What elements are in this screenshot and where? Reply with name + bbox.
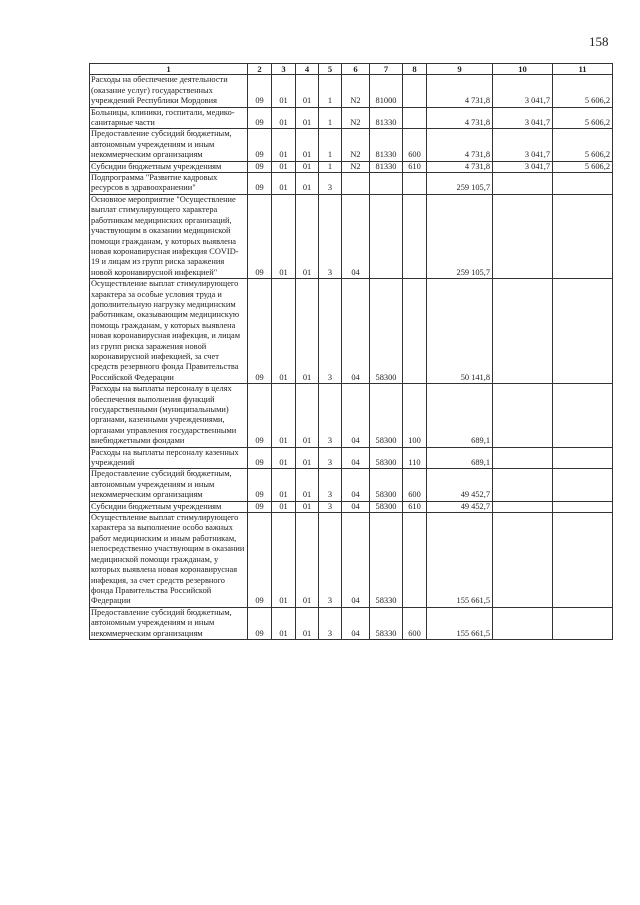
value-cell-c2: 09 bbox=[248, 501, 272, 512]
table-row bbox=[90, 279, 613, 384]
value-cell-c11 bbox=[553, 279, 613, 384]
value-cell-c4: 01 bbox=[296, 75, 319, 107]
value-cell-c9: 4 731,8 bbox=[427, 161, 493, 172]
value-cell-c5: 3 bbox=[319, 384, 342, 447]
value-cell-c8 bbox=[403, 513, 427, 608]
value-cell-c8 bbox=[403, 173, 427, 195]
table-row bbox=[90, 607, 613, 639]
value-cell-c9: 259 105,7 bbox=[427, 194, 493, 278]
table-row bbox=[90, 161, 613, 172]
value-cell-c3: 01 bbox=[272, 107, 296, 129]
value-cell-c10 bbox=[493, 513, 553, 608]
value-cell-c10 bbox=[493, 384, 553, 447]
value-cell-c4: 01 bbox=[296, 161, 319, 172]
table-row bbox=[90, 513, 613, 608]
table-row bbox=[90, 384, 613, 447]
value-cell-c4: 01 bbox=[296, 279, 319, 384]
row-name-cell: Предоставление субсидий бюджетным, автономным учреждениям и иным некоммерческим организациям bbox=[90, 469, 248, 501]
table-row bbox=[90, 75, 613, 107]
value-cell-c4: 01 bbox=[296, 173, 319, 195]
value-cell-c9: 155 661,5 bbox=[427, 607, 493, 639]
value-cell-c10 bbox=[493, 194, 553, 278]
value-cell-c3: 01 bbox=[272, 607, 296, 639]
value-cell-c4: 01 bbox=[296, 607, 319, 639]
value-cell-c3: 01 bbox=[272, 129, 296, 161]
value-cell-c2: 09 bbox=[248, 173, 272, 195]
value-cell-c6 bbox=[342, 173, 370, 195]
value-cell-c11 bbox=[553, 173, 613, 195]
value-cell-c8: 610 bbox=[403, 161, 427, 172]
value-cell-c6: N2 bbox=[342, 75, 370, 107]
value-cell-c5: 3 bbox=[319, 607, 342, 639]
value-cell-c3: 01 bbox=[272, 384, 296, 447]
value-cell-c4: 01 bbox=[296, 447, 319, 469]
value-cell-c2: 09 bbox=[248, 607, 272, 639]
value-cell-c6: N2 bbox=[342, 161, 370, 172]
value-cell-c9: 259 105,7 bbox=[427, 173, 493, 195]
value-cell-c4: 01 bbox=[296, 107, 319, 129]
value-cell-c11 bbox=[553, 447, 613, 469]
value-cell-c2: 09 bbox=[248, 75, 272, 107]
value-cell-c4: 01 bbox=[296, 513, 319, 608]
value-cell-c2: 09 bbox=[248, 279, 272, 384]
value-cell-c10: 3 041,7 bbox=[493, 161, 553, 172]
value-cell-c2: 09 bbox=[248, 447, 272, 469]
value-cell-c11 bbox=[553, 384, 613, 447]
value-cell-c5: 1 bbox=[319, 129, 342, 161]
value-cell-c7: 81330 bbox=[370, 161, 403, 172]
value-cell-c11 bbox=[553, 194, 613, 278]
table-body bbox=[90, 64, 613, 640]
value-cell-c6: 04 bbox=[342, 469, 370, 501]
value-cell-c10: 3 041,7 bbox=[493, 107, 553, 129]
value-cell-c8 bbox=[403, 75, 427, 107]
value-cell-c2: 09 bbox=[248, 513, 272, 608]
value-cell-c9: 4 731,8 bbox=[427, 107, 493, 129]
value-cell-c5: 3 bbox=[319, 513, 342, 608]
value-cell-c7: 58300 bbox=[370, 469, 403, 501]
table-row bbox=[90, 447, 613, 469]
value-cell-c6: 04 bbox=[342, 513, 370, 608]
value-cell-c5: 3 bbox=[319, 194, 342, 278]
value-cell-c6: N2 bbox=[342, 107, 370, 129]
row-name-cell: Расходы на выплаты персоналу в целях обеспечения выполнения функций государственными (муниципальными) органами, казенными учреждениями, органами управления государственными внебюджетными фондами bbox=[90, 384, 248, 447]
value-cell-c7 bbox=[370, 194, 403, 278]
value-cell-c5: 3 bbox=[319, 447, 342, 469]
page-number: 158 bbox=[589, 34, 609, 49]
value-cell-c6: 04 bbox=[342, 279, 370, 384]
row-name-cell: Осуществление выплат стимулирующего характера за особые условия труда и дополнительную нагрузку медицинским работникам, оказывающим медицинскую помощь гражданам, у которых выявлена новая коронавирусная инфекция, и лицам из групп риска заражения новой коронавирусной инфекцией, за счет средств резервного фонда Правительства Российской Федерации bbox=[90, 279, 248, 384]
column-header: 1 bbox=[90, 64, 248, 75]
row-name-cell: Предоставление субсидий бюджетным, автономным учреждениям и иным некоммерческим организациям bbox=[90, 607, 248, 639]
value-cell-c6: 04 bbox=[342, 194, 370, 278]
value-cell-c9: 49 452,7 bbox=[427, 469, 493, 501]
row-name-cell: Субсидии бюджетным учреждениям bbox=[90, 161, 248, 172]
table-row bbox=[90, 129, 613, 161]
value-cell-c8 bbox=[403, 107, 427, 129]
value-cell-c10: 3 041,7 bbox=[493, 129, 553, 161]
value-cell-c4: 01 bbox=[296, 129, 319, 161]
value-cell-c4: 01 bbox=[296, 384, 319, 447]
column-header: 8 bbox=[403, 64, 427, 75]
value-cell-c3: 01 bbox=[272, 279, 296, 384]
value-cell-c2: 09 bbox=[248, 384, 272, 447]
value-cell-c7: 58300 bbox=[370, 501, 403, 512]
value-cell-c11: 5 606,2 bbox=[553, 107, 613, 129]
value-cell-c3: 01 bbox=[272, 194, 296, 278]
value-cell-c5: 3 bbox=[319, 279, 342, 384]
value-cell-c7: 81330 bbox=[370, 129, 403, 161]
value-cell-c11: 5 606,2 bbox=[553, 161, 613, 172]
value-cell-c11 bbox=[553, 607, 613, 639]
value-cell-c9: 155 661,5 bbox=[427, 513, 493, 608]
row-name-cell: Предоставление субсидий бюджетным, автономным учреждениям и иным некоммерческим организациям bbox=[90, 129, 248, 161]
value-cell-c10: 3 041,7 bbox=[493, 75, 553, 107]
value-cell-c8: 610 bbox=[403, 501, 427, 512]
table-row bbox=[90, 194, 613, 278]
value-cell-c9: 4 731,8 bbox=[427, 129, 493, 161]
row-name-cell: Расходы на выплаты персоналу казенных учреждений bbox=[90, 447, 248, 469]
value-cell-c9: 689,1 bbox=[427, 384, 493, 447]
row-name-cell: Больницы, клиники, госпитали, медико-санитарные части bbox=[90, 107, 248, 129]
value-cell-c11 bbox=[553, 501, 613, 512]
value-cell-c5: 3 bbox=[319, 173, 342, 195]
value-cell-c10 bbox=[493, 279, 553, 384]
value-cell-c7: 58300 bbox=[370, 447, 403, 469]
value-cell-c8 bbox=[403, 279, 427, 384]
value-cell-c6: 04 bbox=[342, 501, 370, 512]
column-header: 7 bbox=[370, 64, 403, 75]
value-cell-c6: 04 bbox=[342, 384, 370, 447]
value-cell-c3: 01 bbox=[272, 75, 296, 107]
value-cell-c10 bbox=[493, 469, 553, 501]
value-cell-c5: 3 bbox=[319, 501, 342, 512]
value-cell-c10 bbox=[493, 501, 553, 512]
value-cell-c11: 5 606,2 bbox=[553, 75, 613, 107]
value-cell-c10 bbox=[493, 607, 553, 639]
value-cell-c2: 09 bbox=[248, 107, 272, 129]
value-cell-c5: 1 bbox=[319, 75, 342, 107]
value-cell-c6: 04 bbox=[342, 607, 370, 639]
value-cell-c2: 09 bbox=[248, 469, 272, 501]
column-header: 4 bbox=[296, 64, 319, 75]
value-cell-c5: 1 bbox=[319, 161, 342, 172]
value-cell-c3: 01 bbox=[272, 447, 296, 469]
value-cell-c8: 600 bbox=[403, 469, 427, 501]
row-name-cell: Расходы на обеспечение деятельности (оказание услуг) государственных учреждений Республики Мордовия bbox=[90, 75, 248, 107]
value-cell-c8: 110 bbox=[403, 447, 427, 469]
value-cell-c9: 4 731,8 bbox=[427, 75, 493, 107]
column-header: 9 bbox=[427, 64, 493, 75]
column-header: 11 bbox=[553, 64, 613, 75]
value-cell-c8 bbox=[403, 194, 427, 278]
value-cell-c8: 100 bbox=[403, 384, 427, 447]
value-cell-c5: 1 bbox=[319, 107, 342, 129]
value-cell-c2: 09 bbox=[248, 161, 272, 172]
value-cell-c9: 49 452,7 bbox=[427, 501, 493, 512]
value-cell-c3: 01 bbox=[272, 161, 296, 172]
column-header: 6 bbox=[342, 64, 370, 75]
value-cell-c3: 01 bbox=[272, 501, 296, 512]
value-cell-c4: 01 bbox=[296, 469, 319, 501]
value-cell-c3: 01 bbox=[272, 173, 296, 195]
table-row bbox=[90, 173, 613, 195]
value-cell-c7: 58300 bbox=[370, 279, 403, 384]
value-cell-c6: N2 bbox=[342, 129, 370, 161]
budget-table bbox=[89, 63, 613, 640]
value-cell-c8: 600 bbox=[403, 129, 427, 161]
value-cell-c2: 09 bbox=[248, 194, 272, 278]
row-name-cell: Подпрограмма "Развитие кадровых ресурсов в здравоохранении" bbox=[90, 173, 248, 195]
column-header: 3 bbox=[272, 64, 296, 75]
row-name-cell: Основное мероприятие "Осуществление выплат стимулирующего характера работникам медицинских организаций, участвующим в оказании медицинской помощи гражданам, у которых выявлена новая коронавирусная инфекция COVID-19 и лицам из групп риска заражения новой коронавирусной инфекцией" bbox=[90, 194, 248, 278]
value-cell-c2: 09 bbox=[248, 129, 272, 161]
value-cell-c5: 3 bbox=[319, 469, 342, 501]
row-name-cell: Субсидии бюджетным учреждениям bbox=[90, 501, 248, 512]
column-header: 2 bbox=[248, 64, 272, 75]
value-cell-c4: 01 bbox=[296, 501, 319, 512]
value-cell-c9: 689,1 bbox=[427, 447, 493, 469]
value-cell-c11 bbox=[553, 513, 613, 608]
value-cell-c8: 600 bbox=[403, 607, 427, 639]
table-header-row bbox=[90, 64, 613, 75]
value-cell-c4: 01 bbox=[296, 194, 319, 278]
value-cell-c6: 04 bbox=[342, 447, 370, 469]
value-cell-c9: 50 141,8 bbox=[427, 279, 493, 384]
value-cell-c7: 81000 bbox=[370, 75, 403, 107]
table-row bbox=[90, 501, 613, 512]
value-cell-c3: 01 bbox=[272, 469, 296, 501]
value-cell-c10 bbox=[493, 447, 553, 469]
table-row bbox=[90, 469, 613, 501]
table-row bbox=[90, 107, 613, 129]
value-cell-c3: 01 bbox=[272, 513, 296, 608]
value-cell-c7: 58330 bbox=[370, 607, 403, 639]
value-cell-c7: 58300 bbox=[370, 384, 403, 447]
value-cell-c7: 81330 bbox=[370, 107, 403, 129]
column-header: 10 bbox=[493, 64, 553, 75]
value-cell-c11: 5 606,2 bbox=[553, 129, 613, 161]
value-cell-c7 bbox=[370, 173, 403, 195]
column-header: 5 bbox=[319, 64, 342, 75]
value-cell-c11 bbox=[553, 469, 613, 501]
value-cell-c7: 58330 bbox=[370, 513, 403, 608]
value-cell-c10 bbox=[493, 173, 553, 195]
row-name-cell: Осуществление выплат стимулирующего характера за выполнение особо важных работ медицинским и иным работникам, непосредственно участвующим в оказании медицинской помощи гражданам, у которых выявлена новая коронавирусная инфекция, за счет средств резервного фонда Правительства Российской Федерации bbox=[90, 513, 248, 608]
